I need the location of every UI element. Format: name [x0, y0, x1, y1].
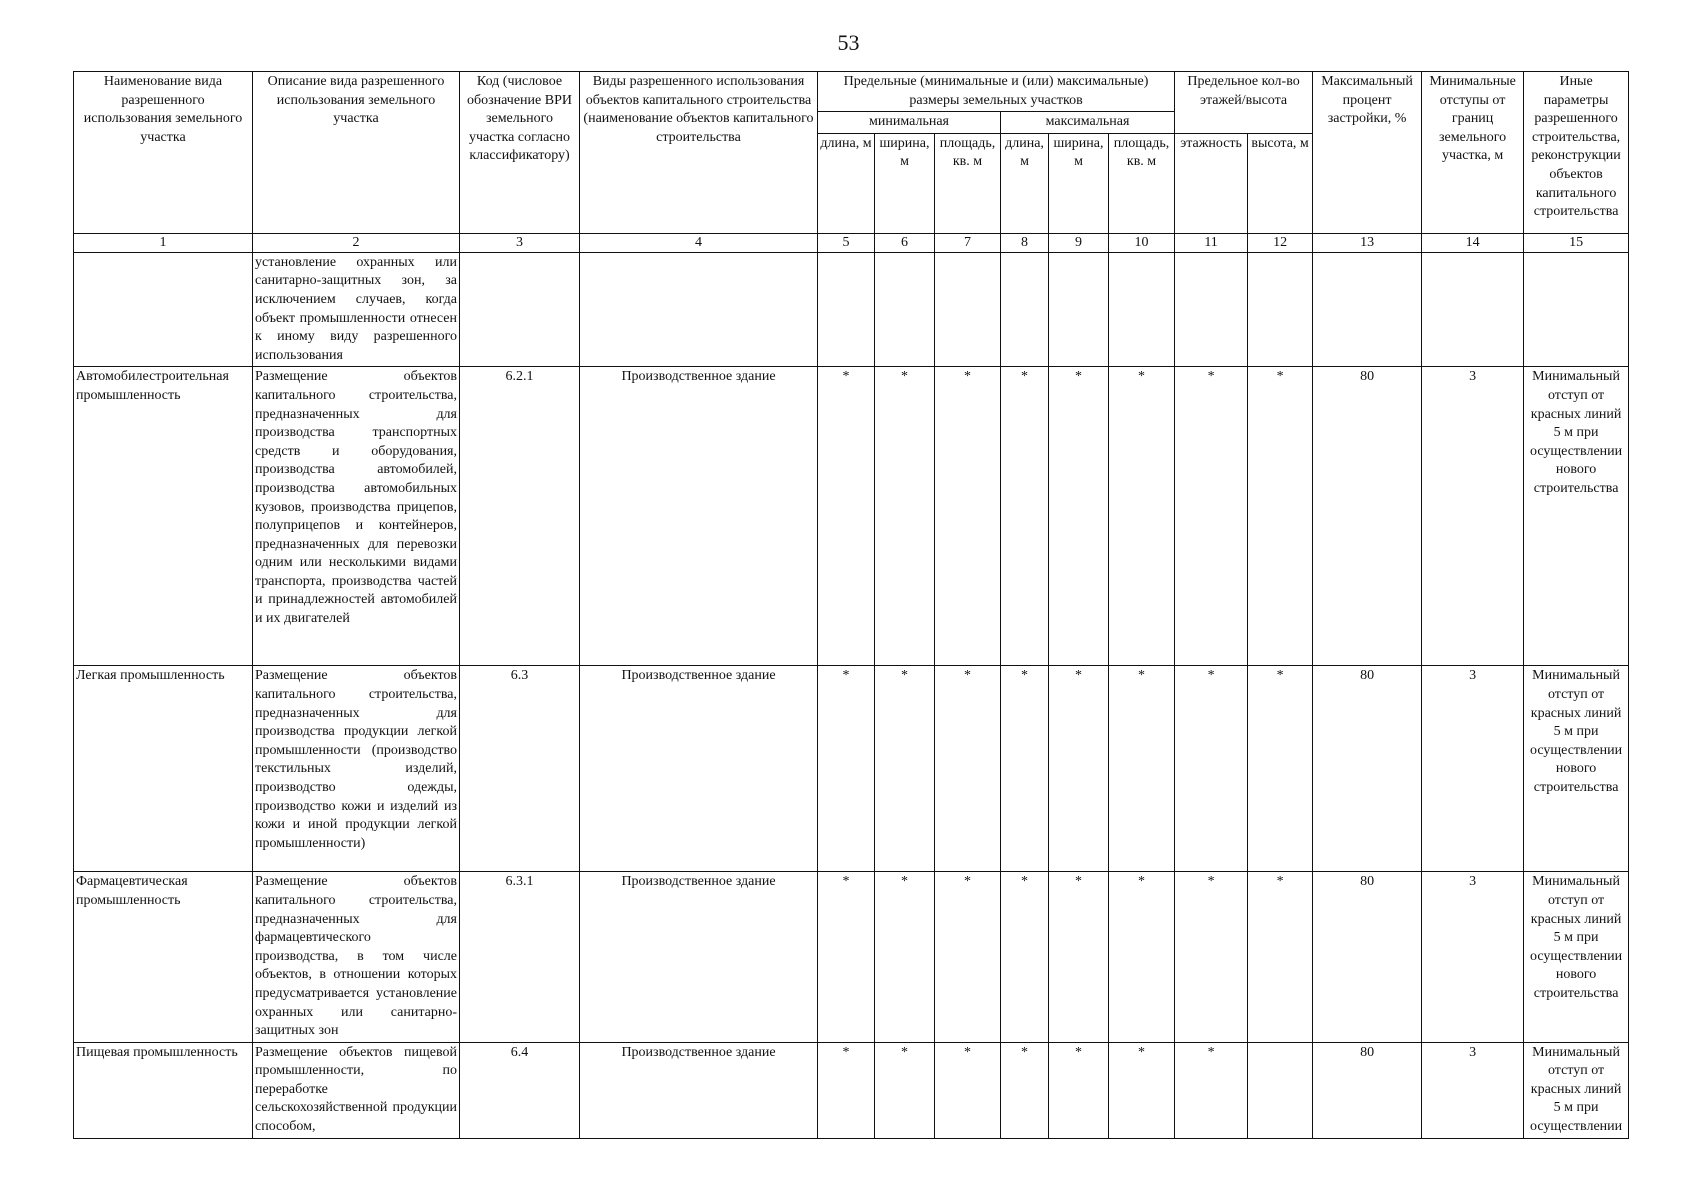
column-number: 4	[580, 233, 818, 252]
min-area-value: *	[935, 367, 1001, 666]
floors-value: *	[1175, 367, 1248, 666]
floors-value: *	[1175, 1042, 1248, 1138]
header-height: высота, м	[1248, 133, 1313, 233]
floors-value	[1175, 252, 1248, 367]
column-number: 13	[1313, 233, 1422, 252]
max-width-value	[1049, 252, 1109, 367]
column-number: 12	[1248, 233, 1313, 252]
land-use-code: 6.2.1	[460, 367, 580, 666]
max-width-value: *	[1049, 367, 1109, 666]
column-number: 10	[1109, 233, 1175, 252]
land-use-description: Размещение объектов капитального строительства, предназначенных для фармацевтического производства, в том числе объектов, в отношении которых предусматривается установление охранных или санитарно-защитных зон	[253, 872, 460, 1042]
min-width-value: *	[875, 872, 935, 1042]
page-number: 53	[837, 30, 860, 55]
header-land-use-name: Наименование вида разрешенного использования земельного участка	[74, 72, 253, 234]
table-row	[74, 1042, 1629, 1138]
floors-value: *	[1175, 872, 1248, 1042]
header-max-length: длина, м	[1001, 133, 1049, 233]
header-land-use-description: Описание вида разрешенного использования земельного участка	[253, 72, 460, 234]
coverage-percent-value	[1313, 252, 1422, 367]
header-min-length: длина, м	[818, 133, 875, 233]
max-area-value: *	[1109, 1042, 1175, 1138]
column-number: 8	[1001, 233, 1049, 252]
max-area-value: *	[1109, 367, 1175, 666]
height-value: *	[1248, 666, 1313, 872]
table-row	[74, 666, 1629, 872]
header-floors: этажность	[1175, 133, 1248, 233]
building-type: Производственное здание	[580, 872, 818, 1042]
max-area-value: *	[1109, 666, 1175, 872]
column-number: 15	[1524, 233, 1629, 252]
column-number: 11	[1175, 233, 1248, 252]
building-type: Производственное здание	[580, 367, 818, 666]
table-row	[74, 252, 1629, 367]
header-plot-size-limits: Предельные (минимальные и (или) максимальные) размеры земельных участков	[818, 72, 1175, 112]
column-number: 1	[74, 233, 253, 252]
min-length-value: *	[818, 367, 875, 666]
min-width-value: *	[875, 367, 935, 666]
land-use-code: 6.4	[460, 1042, 580, 1138]
column-number: 6	[875, 233, 935, 252]
coverage-percent-value: 80	[1313, 1042, 1422, 1138]
height-value: *	[1248, 872, 1313, 1042]
min-width-value: *	[875, 1042, 935, 1138]
max-width-value: *	[1049, 1042, 1109, 1138]
max-area-value	[1109, 252, 1175, 367]
setback-value: 3	[1422, 666, 1524, 872]
header-min-setbacks: Минимальные отступы от границ земельного участка, м	[1422, 72, 1524, 234]
header-minimum-group: минимальная	[818, 112, 1001, 134]
other-parameters-value: Минимальный отступ от красных линий 5 м при осуществлении нового строительства	[1524, 666, 1629, 872]
other-parameters-value: Минимальный отступ от красных линий 5 м при осуществлении нового строительства	[1524, 872, 1629, 1042]
coverage-percent-value: 80	[1313, 367, 1422, 666]
header-min-area: площадь, кв. м	[935, 133, 1001, 233]
max-width-value: *	[1049, 666, 1109, 872]
land-use-name	[74, 252, 253, 367]
land-use-name: Фармацевтическая промышленность	[74, 872, 253, 1042]
max-length-value: *	[1001, 666, 1049, 872]
setback-value: 3	[1422, 367, 1524, 666]
header-min-width: ширина, м	[875, 133, 935, 233]
column-number: 2	[253, 233, 460, 252]
max-length-value: *	[1001, 1042, 1049, 1138]
coverage-percent-value: 80	[1313, 872, 1422, 1042]
max-length-value: *	[1001, 367, 1049, 666]
table-row	[74, 872, 1629, 1042]
min-area-value: *	[935, 872, 1001, 1042]
max-width-value: *	[1049, 872, 1109, 1042]
setback-value: 3	[1422, 872, 1524, 1042]
header-land-use-code: Код (числовое обозначение ВРИ земельного участка согласно классификатору)	[460, 72, 580, 234]
building-type: Производственное здание	[580, 1042, 818, 1138]
max-length-value	[1001, 252, 1049, 367]
land-use-description: Размещение объектов капитального строительства, предназначенных для производства продукции легкой промышленности (производство текстильных изделий, производство одежды, производство кожи и изделий из кожи и иной продукции легкой промышленности)	[253, 666, 460, 872]
building-type: Производственное здание	[580, 666, 818, 872]
setback-value	[1422, 252, 1524, 367]
coverage-percent-value: 80	[1313, 666, 1422, 872]
land-use-code	[460, 252, 580, 367]
header-floor-limits: Предельное кол-во этажей/высота	[1175, 72, 1313, 134]
min-width-value	[875, 252, 935, 367]
land-use-code: 6.3.1	[460, 872, 580, 1042]
height-value	[1248, 1042, 1313, 1138]
header-max-width: ширина, м	[1049, 133, 1109, 233]
min-area-value: *	[935, 1042, 1001, 1138]
height-value	[1248, 252, 1313, 367]
header-other-parameters: Иные параметры разрешенного строительства, реконструкции объектов капитального строительства	[1524, 72, 1629, 234]
height-value: *	[1248, 367, 1313, 666]
land-use-name: Легкая промышленность	[74, 666, 253, 872]
land-use-description: Размещение объектов капитального строительства, предназначенных для производства транспортных средств и оборудования, производства автомобилей, производства автомобильных кузовов, производства прицепов, полуприцепов и контейнеров, предназначенных для перевозки одним или несколькими видами транспорта, производства частей и принадлежностей автомобилей и их двигателей	[253, 367, 460, 666]
land-use-description: установление охранных или санитарно-защитных зон, за исключением случаев, когда объект промышленности отнесен к иному виду разрешенного использования	[253, 252, 460, 367]
min-width-value: *	[875, 666, 935, 872]
max-length-value: *	[1001, 872, 1049, 1042]
min-length-value: *	[818, 666, 875, 872]
header-max-area: площадь, кв. м	[1109, 133, 1175, 233]
min-area-value	[935, 252, 1001, 367]
column-number: 3	[460, 233, 580, 252]
column-number: 9	[1049, 233, 1109, 252]
min-length-value	[818, 252, 875, 367]
column-number: 14	[1422, 233, 1524, 252]
land-use-name: Пищевая промышленность	[74, 1042, 253, 1138]
header-building-types: Виды разрешенного использования объектов капитального строительства (наименование объектов капитального строительства	[580, 72, 818, 234]
header-maximum-group: максимальная	[1001, 112, 1175, 134]
land-use-description: Размещение объектов пищевой промышленности, по переработке сельскохозяйственной продукции способом,	[253, 1042, 460, 1138]
land-use-regulations-table	[73, 71, 1629, 1139]
column-number: 7	[935, 233, 1001, 252]
land-use-name: Автомобилестроительная промышленность	[74, 367, 253, 666]
other-parameters-value: Минимальный отступ от красных линий 5 м при осуществлении нового строительства	[1524, 367, 1629, 666]
other-parameters-value: Минимальный отступ от красных линий 5 м при осуществлении	[1524, 1042, 1629, 1138]
min-length-value: *	[818, 872, 875, 1042]
setback-value: 3	[1422, 1042, 1524, 1138]
land-use-code: 6.3	[460, 666, 580, 872]
min-area-value: *	[935, 666, 1001, 872]
column-number: 5	[818, 233, 875, 252]
other-parameters-value	[1524, 252, 1629, 367]
header-max-coverage-percent: Максимальный процент застройки, %	[1313, 72, 1422, 234]
min-length-value: *	[818, 1042, 875, 1138]
floors-value: *	[1175, 666, 1248, 872]
max-area-value: *	[1109, 872, 1175, 1042]
building-type	[580, 252, 818, 367]
table-row	[74, 367, 1629, 666]
